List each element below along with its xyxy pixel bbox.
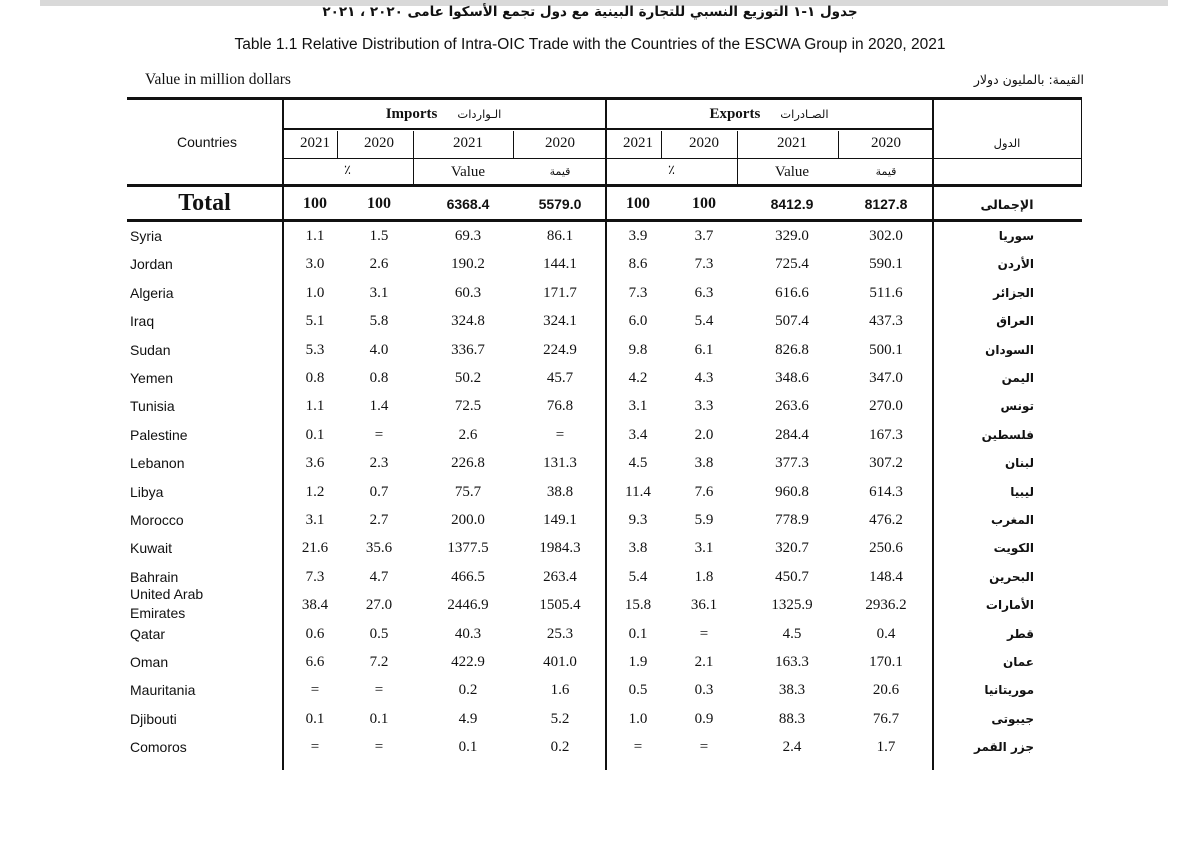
table-header [127,97,1082,187]
total-value: 8127.8 [864,196,908,212]
table-cell: 500.1 [869,341,903,358]
table-row [127,421,1082,449]
table-cell: = [699,625,709,642]
exports-percent-header: ٪ [668,162,675,177]
table-cell: 170.1 [869,654,903,670]
country-name: Algeria [130,284,174,301]
table-row [127,705,1082,733]
header-line-1 [282,128,933,130]
table-cell: 131.3 [543,455,577,472]
country-name-arabic: البحرين [989,569,1034,584]
header-divider-arabic [932,100,934,187]
table-cell: 15.8 [624,597,652,614]
table-row [127,506,1082,534]
table-cell: 0.1 [628,625,648,642]
table-row [127,279,1082,307]
exports-value-header: Value [774,164,810,180]
table-cell: 263.6 [775,398,809,415]
table-cell: 4.7 [369,568,389,585]
imports-label: Imports [385,106,438,122]
imports-label-arabic: الـواردات [457,107,502,121]
country-name-arabic: ليبيا [1010,484,1034,499]
table-cell: 4.9 [458,710,478,727]
country-name: Iraq [130,313,155,330]
table-cell: 320.7 [775,540,809,557]
table-cell: 0.1 [458,739,478,756]
table-cell: 7.3 [305,568,325,585]
table-row [127,676,1082,704]
country-name: Lebanon [130,455,185,472]
table-cell: 4.5 [628,455,648,472]
imports-value-header-arabic: قيمة [549,165,571,178]
table-row [127,336,1082,364]
country-name: Palestine [130,426,188,443]
table-cell: 226.8 [451,455,485,472]
table-cell: = [374,426,384,443]
country-name-arabic: السودان [985,342,1034,357]
country-name-arabic: الأردن [997,257,1034,272]
year-header: 2021 [453,135,483,151]
table-row [127,733,1082,761]
table-cell: 336.7 [451,341,485,358]
countries-header: Countries [177,134,237,150]
table-cell: 616.6 [775,284,809,301]
country-name: Mauritania [130,682,196,699]
table-cell: 6.0 [628,313,648,330]
total-divider [282,187,284,222]
table-cell: 0.1 [369,710,389,727]
total-label: Total [178,190,231,216]
table-cell: 7.6 [694,483,714,500]
table-cell: 38.4 [301,597,329,614]
total-divider [932,187,934,222]
table-cell: 86.1 [546,228,574,244]
table-cell: 0.8 [369,370,389,386]
table-cell: 1984.3 [539,540,581,557]
table-cell: 450.7 [775,568,809,585]
country-name: Kuwait [130,540,173,557]
table-cell: 1.4 [369,398,389,415]
country-name-arabic: سوريا [998,229,1034,243]
table-cell: 1.2 [305,483,325,500]
table-cell: 38.3 [778,682,806,699]
table-row [127,563,1082,591]
table-cell: 4.0 [369,341,389,358]
table-cell: 72.5 [454,398,482,415]
table-cell: 1.1 [305,228,325,244]
table-cell: 307.2 [869,455,903,472]
country-name-arabic: جيبوتى [991,711,1034,726]
table-cell: 21.6 [301,540,329,557]
table-cell: = [699,739,709,756]
country-name-arabic: موريتانيا [984,683,1034,698]
table-cell: 5.4 [628,568,648,585]
table-row [127,620,1082,648]
country-name: United Arab Emirates [130,586,204,622]
table-cell: 8.6 [628,256,648,273]
exports-label: Exports [709,106,761,122]
table-cell: 0.3 [694,682,714,699]
table-cell: 9.8 [628,341,648,358]
table-cell: 76.8 [546,398,574,415]
unit-label-english: Value in million dollars [145,71,291,88]
country-name: Sudan [130,341,171,358]
country-name: Yemen [130,370,174,386]
table-cell: 9.3 [628,512,648,528]
table-cell: 725.4 [775,256,809,273]
table-cell: 20.6 [872,682,900,699]
country-name-arabic: الكويت [993,541,1034,556]
table-cell: 401.0 [543,654,577,670]
table-row [127,648,1082,676]
table-cell: 69.3 [454,228,482,244]
table-cell: 1.7 [876,739,896,756]
table-cell: 40.3 [454,625,482,642]
table-row [127,222,1082,250]
table-cell: 0.1 [305,710,325,727]
total-value: 100 [303,195,327,212]
table-cell: 149.1 [543,512,577,528]
table-cell: 0.4 [876,625,896,642]
table-cell: 6.3 [694,284,714,301]
header-line-2 [282,158,933,159]
table-cell: 778.9 [775,512,809,528]
table-cell: 7.3 [628,284,648,301]
table-cell: 0.8 [305,370,325,386]
table-cell: 35.6 [365,540,393,557]
year-header: 2021 [300,135,330,151]
table-cell: 1325.9 [771,597,813,614]
table-cell: = [310,739,320,756]
country-name-arabic: قطر [1006,626,1034,641]
total-value: 100 [626,195,650,212]
table-cell: 2.0 [694,426,714,443]
table-cell: 3.8 [694,455,714,472]
table-cell: = [374,739,384,756]
table-cell: = [310,682,320,699]
table-row [127,449,1082,477]
table-cell: 3.1 [369,284,389,301]
table-cell: 2.1 [694,654,714,670]
table-cell: 1505.4 [539,597,581,614]
table-cell: 2446.9 [447,597,489,614]
table-cell: 1.0 [628,710,648,727]
country-name-arabic: الجزائر [993,285,1034,300]
imports-value-header: Value [450,164,486,180]
year-header: 2021 [623,135,653,151]
header-line-2-right [933,158,1081,159]
table-cell: 5.3 [305,341,325,358]
table-cell: 0.1 [305,426,325,443]
table-cell: 2.6 [458,426,478,443]
table-cell: 250.6 [869,540,903,557]
table-cell: 2936.2 [865,597,907,614]
exports-group-header [606,105,932,123]
country-name: Tunisia [130,398,175,415]
table-cell: 38.8 [546,483,574,500]
table-cell: 5.1 [305,313,325,330]
table-cell: 45.7 [546,370,574,386]
table-cell: 270.0 [869,398,903,415]
table-row [127,586,1082,622]
year-header: 2020 [364,135,394,151]
total-label-arabic: الإجمالى [980,197,1034,212]
table-cell: 324.1 [543,313,577,330]
table-cell: 200.0 [451,512,485,528]
table-cell: 36.1 [690,597,718,614]
year-header: 2021 [777,135,807,151]
table-cell: 11.4 [625,483,651,500]
imports-group-header [282,105,605,123]
table-cell: 88.3 [778,710,806,727]
header-year-divider-e2 [838,131,839,159]
table-cell: 0.6 [305,625,325,642]
country-name: Qatar [130,625,166,642]
country-name: Comoros [130,739,187,756]
exports-value-header-arabic: قيمة [875,165,897,178]
table-cell: 76.7 [872,710,900,727]
table-cell: 148.4 [869,568,903,585]
table-cell: 1.0 [305,284,325,301]
table-cell: 3.7 [694,228,714,244]
table-cell: 4.2 [628,370,648,386]
country-name-arabic: فلسطين [981,427,1034,442]
table-cell: 263.4 [543,568,577,585]
total-value: 5579.0 [538,196,582,212]
table-cell: 6.1 [694,341,714,358]
table-cell: 826.8 [775,341,809,358]
year-header: 2020 [871,135,901,151]
table-cell: 0.9 [694,710,714,727]
table-cell: 437.3 [869,313,903,330]
table-cell: 4.5 [782,625,802,642]
table-row [127,392,1082,420]
unit-label-arabic: القيمة: بالمليون دولار [973,72,1084,87]
table-cell: 75.7 [454,483,482,500]
table-body [127,222,1082,770]
country-name-arabic: العراق [996,314,1034,329]
table-cell: 1.9 [628,654,648,670]
country-name: Oman [130,654,169,670]
table-cell: = [374,682,384,699]
table-cell: 3.1 [305,512,325,528]
table-cell: 1.6 [550,682,570,699]
table-cell: 190.2 [451,256,485,273]
table-row [127,478,1082,506]
country-name-arabic: المغرب [991,513,1034,527]
table-cell: 3.9 [628,228,648,244]
table-cell: 377.3 [775,455,809,472]
table-cell: 511.6 [869,284,903,301]
year-header: 2020 [545,135,575,151]
table-cell: 324.8 [451,313,485,330]
english-table-title: Table 1.1 Relative Distribution of Intra-OIC Trade with the Countries of the ESCWA Group in 2020, 2021 [234,36,946,53]
table-cell: 507.4 [775,313,809,330]
total-row [127,187,1082,222]
table-cell: 3.8 [628,540,648,557]
table-row [127,307,1082,335]
country-name: Syria [130,228,162,244]
table-cell: 0.5 [369,625,389,642]
table-cell: 2.3 [369,455,389,472]
table-cell: 27.0 [365,597,393,614]
country-name-arabic: لبنان [1004,456,1034,471]
arabic-table-title: جدول ١-١ التوزيع النسبي للتجارة البينية مع دول تجمع الأسكوا عامى ٢٠٢٠ ، ٢٠٢١ [322,4,858,20]
table-cell: 422.9 [451,654,485,670]
table-cell: 60.3 [454,284,482,301]
year-header: 2020 [689,135,719,151]
table-cell: 347.0 [869,370,903,386]
table-cell: 2.4 [782,739,802,756]
table-cell: 3.6 [305,455,325,472]
table-cell: 3.1 [628,398,648,415]
table-row [127,364,1082,392]
country-name-arabic: عمان [1003,655,1034,669]
table-cell: 5.4 [694,313,714,330]
total-divider [605,187,607,222]
table-cell: 466.5 [451,568,485,585]
country-name: Jordan [130,256,173,273]
table-cell: 50.2 [454,370,482,386]
table-cell: 329.0 [775,228,809,244]
total-value: 100 [367,195,391,212]
table-cell: 3.3 [694,398,714,415]
country-name: Morocco [130,512,184,528]
table-cell: 5.9 [694,512,714,528]
table-cell: 960.8 [775,483,809,500]
exports-label-arabic: الصـادرات [780,107,829,121]
imports-percent-header: ٪ [344,162,351,177]
table-cell: 167.3 [869,426,903,443]
table-cell: 3.1 [694,540,714,557]
table-cell: 3.0 [305,256,325,273]
total-value: 6368.4 [446,196,490,212]
table-cell: 284.4 [775,426,809,443]
country-name-arabic: جزر القمر [974,740,1034,755]
country-name-arabic: تونس [1000,399,1034,414]
country-name: Bahrain [130,568,179,585]
table-cell: 2.6 [369,256,389,273]
country-name-arabic: الأمارات [985,598,1034,613]
table-cell: 7.3 [694,256,714,273]
table-cell: 144.1 [543,256,577,273]
countries-header-arabic: الدول [993,136,1021,150]
table-cell: 7.2 [369,654,389,670]
table-cell: 4.3 [694,370,714,386]
table-cell: 5.8 [369,313,389,330]
table-cell: 224.9 [543,341,577,358]
total-value: 8412.9 [770,196,814,212]
table-cell: 1377.5 [447,540,489,557]
table-row [127,250,1082,278]
table-cell: 25.3 [546,625,574,642]
table-row [127,534,1082,562]
table-cell: 2.7 [369,512,389,528]
table-cell: = [555,426,565,443]
table-cell: 614.3 [869,483,903,500]
table-cell: = [633,739,643,756]
table-cell: 348.6 [775,370,809,386]
table-cell: 1.8 [694,568,714,585]
table-cell: 171.7 [543,284,577,301]
table-cell: 5.2 [550,710,570,727]
header-divider-imports-sub [413,131,414,187]
header-year-divider-i2 [513,131,514,159]
table-cell: 6.6 [305,654,325,670]
total-value: 100 [692,195,716,212]
table-cell: 0.2 [458,682,478,699]
country-name-arabic: اليمن [1001,371,1034,385]
country-name: Djibouti [130,710,177,727]
table-cell: 590.1 [869,256,903,273]
table-cell: 163.3 [775,654,809,670]
table-cell: 1.5 [369,228,389,244]
country-name: Libya [130,483,164,500]
table-cell: 302.0 [869,228,903,244]
header-divider-exports-sub [737,131,738,187]
table-cell: 0.2 [550,739,570,756]
table-cell: 1.1 [305,398,325,415]
table-cell: 0.5 [628,682,648,699]
table-cell: 3.4 [628,426,648,443]
table-cell: 0.7 [369,483,389,500]
table-cell: 476.2 [869,512,903,528]
